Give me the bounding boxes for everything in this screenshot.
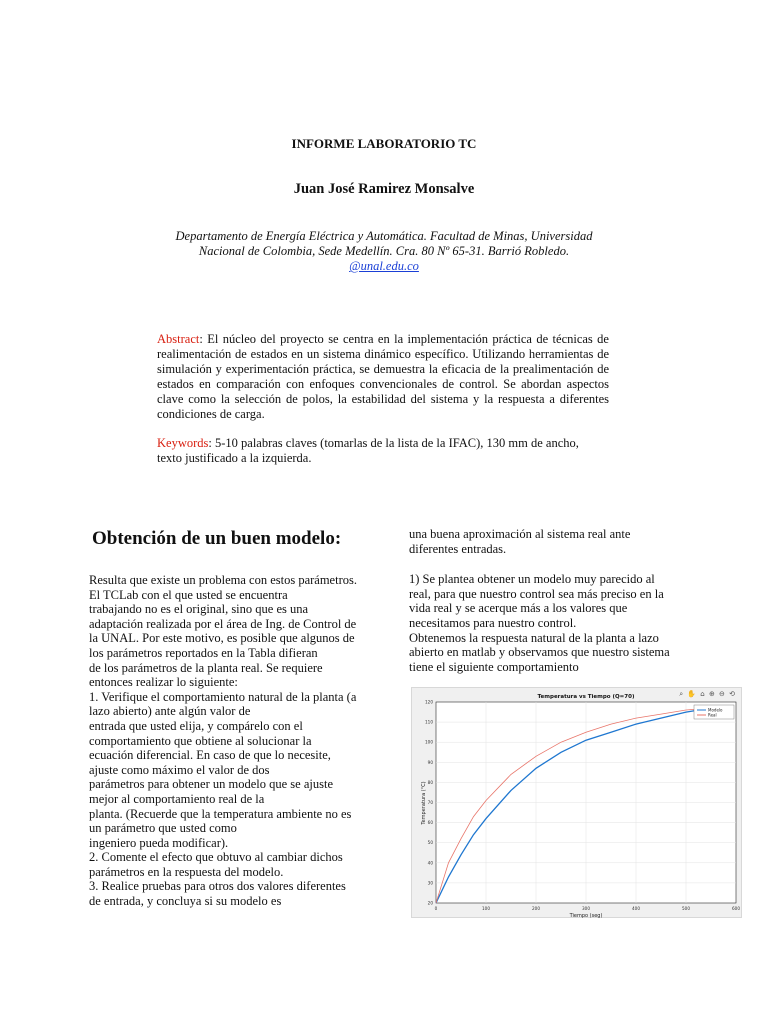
- affiliation-line-2: Nacional de Colombia, Sede Medellín. Cra. 80 Nº 65-31. Barrió Robledo.: [198, 244, 570, 258]
- legend-entry: Real: [708, 712, 717, 718]
- y-tick-label: 40: [427, 860, 433, 866]
- x-tick-label: 0: [434, 906, 438, 911]
- chart-title: Temperatura vs Tiempo (Q=70): [537, 694, 635, 700]
- author-name: Juan José Ramirez Monsalve: [293, 181, 475, 197]
- y-axis-label: Temperatura (°C): [421, 781, 427, 825]
- y-tick-label: 20: [427, 900, 433, 906]
- y-tick-label: 80: [427, 779, 433, 785]
- chart-legend: [694, 705, 734, 719]
- matlab-figure: [411, 687, 742, 918]
- section-heading: Obtención de un buen modelo:: [92, 528, 342, 549]
- x-tick-label: 300: [582, 906, 590, 911]
- y-tick-label: 60: [427, 820, 433, 826]
- y-tick-label: 100: [425, 739, 433, 745]
- y-tick-label: 30: [427, 880, 433, 886]
- y-tick-label: 50: [427, 840, 433, 846]
- right-column: [409, 527, 749, 674]
- affiliation-line-1: Departamento de Energía Eléctrica y Automática. Facultad de Minas, Universidad: [175, 229, 593, 243]
- x-tick-label: 500: [682, 906, 690, 911]
- abstract-paragraph: [157, 332, 609, 422]
- x-tick-label: 400: [632, 906, 640, 911]
- x-tick-label: 200: [532, 906, 540, 911]
- email-link[interactable]: @unal.edu.co: [349, 259, 419, 273]
- keywords-label: Keywords: [157, 436, 209, 450]
- x-tick-label: 600: [732, 906, 740, 911]
- y-tick-label: 110: [425, 719, 433, 725]
- legend-entry: Modelo: [708, 707, 723, 713]
- right-column-para-1: una buena aproximación al sistema real ante diferentes entradas.: [409, 527, 631, 556]
- abstract-text: : El núcleo del proyecto se centra en la implementación práctica de técnicas de realimentación de estados en un sistema dinámico específico. Utilizando herramientas de simulación y experimentación práctica, se demuestra la eficacia de la prealimentación de estados en comparación con enfoques convencionales de control. Se abordan aspectos clave como la selección de polos, la estabilidad del sistema y la respuesta a diferentes condiciones de carga.: [157, 332, 609, 421]
- x-tick-label: 100: [482, 906, 490, 911]
- y-tick-label: 120: [425, 699, 433, 705]
- left-column-text: Resulta que existe un problema con estos parámetros. El TCLab con el que usted se encuentra trabajando no es el original, sino que es una adaptación realizada por el área de Ing. de Control de la UNAL. Por este motivo, es posible que algunos de los parámetros reportados en la Tabla difieran de los parámetros de la planta real. Se requiere entonces realizar lo siguiente: 1. Verifique el comportamiento natural de la planta (a lazo abierto) ante algún valor de entrada que usted elija, y compárelo con el comportamiento que obtiene al solucionar la ecuación diferencial. En caso de que lo necesite, ajuste como máximo el valor de dos parámetros para obtener un modelo que se ajuste mejor al comportamiento real de la planta. (Recuerde que la temperatura ambiente no es un parámetro que usted como ingeniero pueda modificar). 2. Comente el efecto que obtuvo al cambiar dichos parámetros en la respuesta del modelo. 3. Realice pruebas para otros dos valores diferentes de entrada, y concluya si su modelo es: [89, 573, 357, 909]
- figure-toolbar[interactable]: ⌕ ✋ ⌂ ⊕ ⊖ ⟲: [679, 690, 736, 698]
- abstract-label: Abstract: [157, 332, 200, 346]
- y-tick-label: 70: [427, 800, 433, 805]
- paper-title: INFORME LABORATORIO TC: [291, 136, 477, 151]
- right-column-para-2: 1) Se plantea obtener un modelo muy parecido al real, para que nuestro control sea más preciso en la vida real y se acerque más a los valores que necesitamos para nuestro control. Obtenemos la respuesta natural de la planta a lazo abierto en matlab y observamos que nuestro sistema tiene el siguiente comportamiento: [409, 572, 670, 674]
- x-axis-label: Tiempo (seg): [569, 913, 603, 919]
- temperature-chart: [412, 688, 743, 919]
- keywords-text: : 5-10 palabras claves (tomarlas de la lista de la IFAC), 130 mm de ancho, texto justificado a la izquierda.: [157, 436, 579, 465]
- left-column: [89, 573, 373, 909]
- affiliation: [150, 229, 618, 274]
- y-tick-label: 90: [427, 759, 433, 765]
- keywords-paragraph: [157, 436, 609, 466]
